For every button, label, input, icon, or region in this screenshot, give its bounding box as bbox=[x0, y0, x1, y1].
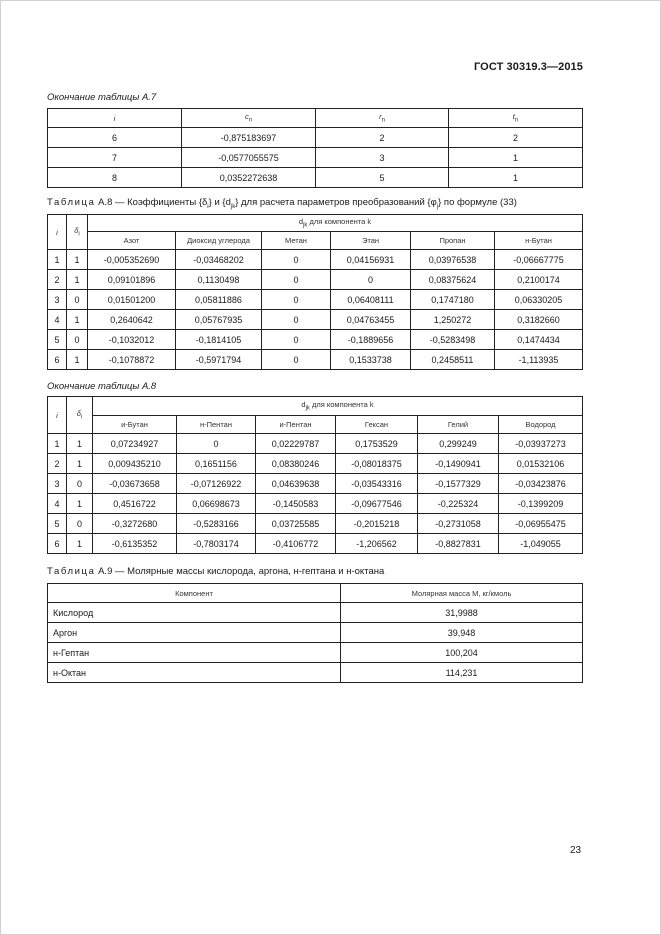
cell: 0,009435210 bbox=[93, 454, 177, 474]
table-a7-caption: Окончание таблицы А.7 bbox=[47, 92, 157, 103]
cell: 0,01501200 bbox=[88, 290, 176, 310]
cell: 0,08380246 bbox=[256, 454, 336, 474]
table-row bbox=[48, 434, 583, 454]
cell: 0 bbox=[67, 290, 88, 310]
cell: 0,1130498 bbox=[176, 270, 262, 290]
table-a8-part2 bbox=[47, 396, 583, 554]
cell: 31,9988 bbox=[341, 603, 583, 623]
cell: 6 bbox=[48, 350, 67, 370]
cell: 0 bbox=[331, 270, 411, 290]
column-header: Этан bbox=[331, 232, 411, 250]
cell: -0,2731058 bbox=[418, 514, 499, 534]
cell: -0,09677546 bbox=[336, 494, 418, 514]
header-r: $r_n$ bbox=[316, 109, 449, 128]
cell: 0,06698673 bbox=[177, 494, 256, 514]
cell: н-Октан bbox=[48, 663, 341, 683]
cell: 7 bbox=[48, 148, 182, 168]
cell: 1 bbox=[67, 310, 88, 330]
cell: -0,03468202 bbox=[176, 250, 262, 270]
header-i: i bbox=[48, 397, 67, 434]
cell: 114,231 bbox=[341, 663, 583, 683]
cell: 1,250272 bbox=[411, 310, 495, 330]
table-header-row bbox=[48, 109, 583, 128]
cell: 0,06408111 bbox=[331, 290, 411, 310]
header-i: i bbox=[48, 109, 182, 128]
header-c: $c_n$ bbox=[182, 109, 316, 128]
cell: 5 bbox=[316, 168, 449, 188]
cell: 6 bbox=[48, 534, 67, 554]
table-body bbox=[48, 434, 583, 554]
cell: 0 bbox=[262, 310, 331, 330]
cell: -0,1490941 bbox=[418, 454, 499, 474]
cell: 100,204 bbox=[341, 643, 583, 663]
cell: 0,2640642 bbox=[88, 310, 176, 330]
cell: 5 bbox=[48, 330, 67, 350]
cell: 0,04156931 bbox=[331, 250, 411, 270]
cell: -0,5283166 bbox=[177, 514, 256, 534]
cell: 0 bbox=[262, 290, 331, 310]
cell: 0,3182660 bbox=[495, 310, 583, 330]
table-row bbox=[48, 643, 583, 663]
cell: -0,0577055575 bbox=[182, 148, 316, 168]
cell: 0,1533738 bbox=[331, 350, 411, 370]
cell: 2 bbox=[316, 128, 449, 148]
cell: 39,948 bbox=[341, 623, 583, 643]
cell: 0 bbox=[67, 474, 93, 494]
table-row bbox=[48, 514, 583, 534]
cell: 0,2458511 bbox=[411, 350, 495, 370]
cell: -0,2015218 bbox=[336, 514, 418, 534]
cell: 0 bbox=[67, 330, 88, 350]
column-header: н-Пентан bbox=[177, 416, 256, 434]
table-a9 bbox=[47, 583, 583, 683]
cell: 3 bbox=[48, 290, 67, 310]
cell: 0,03725585 bbox=[256, 514, 336, 534]
cell: -0,1889656 bbox=[331, 330, 411, 350]
cell: -0,5971794 bbox=[176, 350, 262, 370]
cell: -0,225324 bbox=[418, 494, 499, 514]
cell: 0,1474434 bbox=[495, 330, 583, 350]
cell: 1 bbox=[67, 270, 88, 290]
document-id: ГОСТ 30319.3—2015 bbox=[473, 61, 583, 73]
table-row bbox=[48, 270, 583, 290]
cell: -1,113935 bbox=[495, 350, 583, 370]
header-i: i bbox=[48, 215, 67, 250]
cell: 0,06330205 bbox=[495, 290, 583, 310]
column-header: Азот bbox=[88, 232, 176, 250]
table-row bbox=[48, 534, 583, 554]
cell: -0,08018375 bbox=[336, 454, 418, 474]
cell: 1 bbox=[449, 148, 583, 168]
cell: 4 bbox=[48, 310, 67, 330]
cell: -0,03543316 bbox=[336, 474, 418, 494]
cell: 4 bbox=[48, 494, 67, 514]
cell: -0,005352690 bbox=[88, 250, 176, 270]
column-header: Гексан bbox=[336, 416, 418, 434]
cell: 0,04639638 bbox=[256, 474, 336, 494]
cell: Аргон bbox=[48, 623, 341, 643]
cell: -0,875183697 bbox=[182, 128, 316, 148]
cell: 3 bbox=[48, 474, 67, 494]
cell: 0,04763455 bbox=[331, 310, 411, 330]
table-header-row bbox=[48, 215, 583, 232]
cell: -0,3272680 bbox=[93, 514, 177, 534]
cell: н-Гептан bbox=[48, 643, 341, 663]
cell: -0,1032012 bbox=[88, 330, 176, 350]
cell: 0 bbox=[177, 434, 256, 454]
cell: -0,6135352 bbox=[93, 534, 177, 554]
column-header: Гелий bbox=[418, 416, 499, 434]
cell: 0 bbox=[262, 250, 331, 270]
cell: 1 bbox=[67, 350, 88, 370]
column-header: н-Бутан bbox=[495, 232, 583, 250]
cell: 0,03976538 bbox=[411, 250, 495, 270]
cell: 1 bbox=[67, 494, 93, 514]
cell: -0,1577329 bbox=[418, 474, 499, 494]
table-a8-end-caption: Окончание таблицы А.8 bbox=[47, 381, 157, 392]
cell: 0,09101896 bbox=[88, 270, 176, 290]
cell: -0,1450583 bbox=[256, 494, 336, 514]
cell: -0,03673658 bbox=[93, 474, 177, 494]
cell: 0 bbox=[262, 350, 331, 370]
table-row bbox=[48, 454, 583, 474]
cell: 0,0352272638 bbox=[182, 168, 316, 188]
cell: 1 bbox=[67, 534, 93, 554]
cell: 1 bbox=[67, 454, 93, 474]
table-row bbox=[48, 168, 583, 188]
cell: 1 bbox=[48, 434, 67, 454]
page-number: 23 bbox=[570, 845, 582, 856]
table-row bbox=[48, 663, 583, 683]
cell: 0,4516722 bbox=[93, 494, 177, 514]
cell: 1 bbox=[67, 434, 93, 454]
header-t: $t_n$ bbox=[449, 109, 583, 128]
cell: -0,06667775 bbox=[495, 250, 583, 270]
column-header: Молярная масса M, кг/кмоль bbox=[341, 584, 583, 603]
cell: -0,07126922 bbox=[177, 474, 256, 494]
table-subheader-row bbox=[48, 232, 583, 250]
cell: 0,02229787 bbox=[256, 434, 336, 454]
column-header: и-Бутан bbox=[93, 416, 177, 434]
cell: -0,7803174 bbox=[177, 534, 256, 554]
cell: -0,1399209 bbox=[499, 494, 583, 514]
cell: 1 bbox=[449, 168, 583, 188]
cell: 2 bbox=[48, 454, 67, 474]
cell: 6 bbox=[48, 128, 182, 148]
cell: 0,05811886 bbox=[176, 290, 262, 310]
table-row bbox=[48, 474, 583, 494]
cell: -0,03937273 bbox=[499, 434, 583, 454]
table-header-row bbox=[48, 397, 583, 416]
cell: 0,2100174 bbox=[495, 270, 583, 290]
table-row bbox=[48, 603, 583, 623]
table-a9-caption: Таблица А.9 — Молярные массы кислорода, аргона, н-гептана и н-октана bbox=[47, 566, 385, 577]
table-row bbox=[48, 350, 583, 370]
cell: Кислород bbox=[48, 603, 341, 623]
cell: 0,08375624 bbox=[411, 270, 495, 290]
cell: -0,1078872 bbox=[88, 350, 176, 370]
column-header: Компонент bbox=[48, 584, 341, 603]
table-header-row bbox=[48, 584, 583, 603]
table-a8-caption: Таблица А.8 — Коэффициенты $\{\delta_i\}$ и $\{d_{jk}\}$ для расчета параметров преобразований $\{\varphi_j\}$ по формуле (33) bbox=[47, 197, 517, 210]
table-row bbox=[48, 623, 583, 643]
cell: -0,06955475 bbox=[499, 514, 583, 534]
column-header: Водород bbox=[499, 416, 583, 434]
cell: 2 bbox=[449, 128, 583, 148]
cell: -0,1814105 bbox=[176, 330, 262, 350]
header-delta: $\delta_i$ bbox=[67, 215, 88, 250]
cell: 0,01532106 bbox=[499, 454, 583, 474]
cell: 0 bbox=[262, 270, 331, 290]
cell: -0,8827831 bbox=[418, 534, 499, 554]
cell: 2 bbox=[48, 270, 67, 290]
table-row bbox=[48, 290, 583, 310]
cell: 0,1753529 bbox=[336, 434, 418, 454]
table-subheader-row bbox=[48, 416, 583, 434]
cell: 5 bbox=[48, 514, 67, 534]
table-row bbox=[48, 330, 583, 350]
cell: -0,03423876 bbox=[499, 474, 583, 494]
table-body bbox=[48, 250, 583, 370]
column-header: Диоксид углерода bbox=[176, 232, 262, 250]
table-row bbox=[48, 148, 583, 168]
table-row bbox=[48, 128, 583, 148]
cell: 0,299249 bbox=[418, 434, 499, 454]
table-row bbox=[48, 310, 583, 330]
table-a7 bbox=[47, 108, 583, 188]
cell: 1 bbox=[67, 250, 88, 270]
table-a8-part1 bbox=[47, 214, 583, 370]
cell: 1 bbox=[48, 250, 67, 270]
header-group: $d_{jk}$ для компонента k bbox=[93, 397, 583, 416]
column-header: Пропан bbox=[411, 232, 495, 250]
cell: 0 bbox=[67, 514, 93, 534]
cell: -0,5283498 bbox=[411, 330, 495, 350]
cell: 3 bbox=[316, 148, 449, 168]
cell: -1,206562 bbox=[336, 534, 418, 554]
header-group: $d_{jk}$ для компонента k bbox=[88, 215, 583, 232]
column-header: Метан bbox=[262, 232, 331, 250]
table-row bbox=[48, 250, 583, 270]
cell: 0,07234927 bbox=[93, 434, 177, 454]
cell: 0 bbox=[262, 330, 331, 350]
cell: -0,4106772 bbox=[256, 534, 336, 554]
cell: 0,1651156 bbox=[177, 454, 256, 474]
table-row bbox=[48, 494, 583, 514]
cell: -1,049055 bbox=[499, 534, 583, 554]
cell: 0,1747180 bbox=[411, 290, 495, 310]
cell: 0,05767935 bbox=[176, 310, 262, 330]
column-header: и-Пентан bbox=[256, 416, 336, 434]
cell: 8 bbox=[48, 168, 182, 188]
header-delta: $\delta_i$ bbox=[67, 397, 93, 434]
